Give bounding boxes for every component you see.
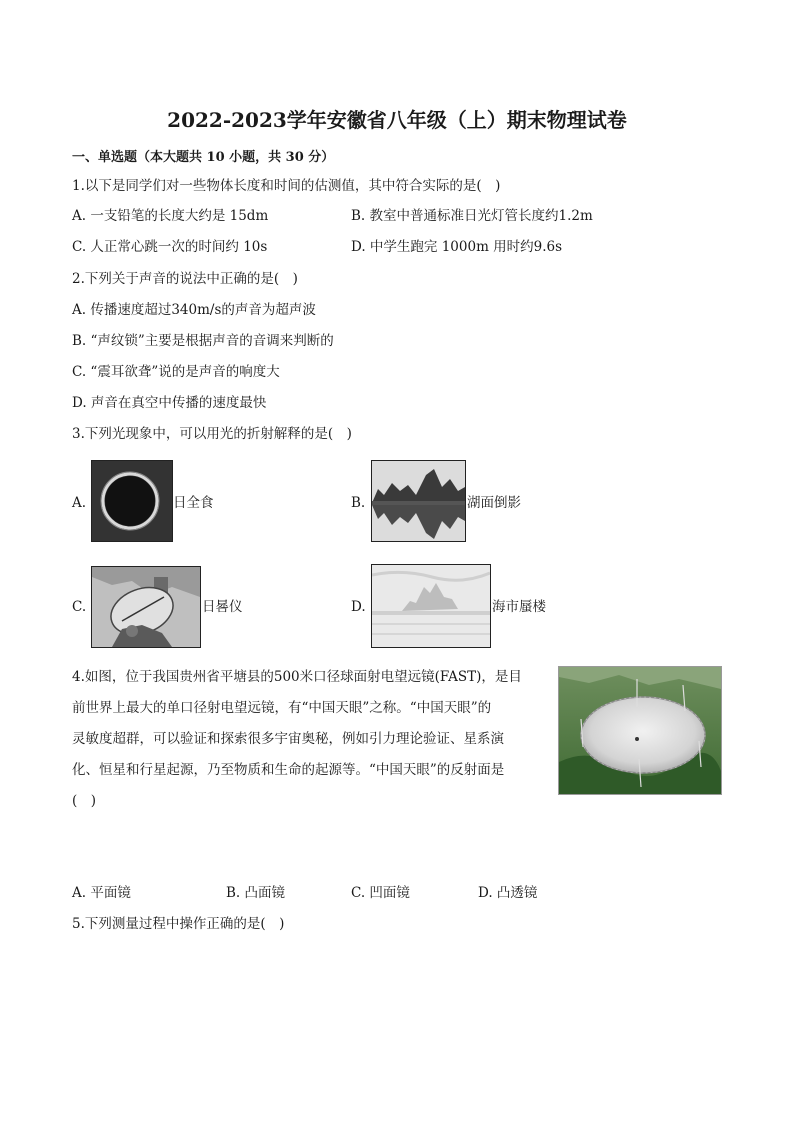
q4-option-c[interactable]: C. 凹面镜	[351, 885, 410, 901]
mirage-image	[371, 564, 491, 648]
q5-stem: 5.下列测量过程中操作正确的是( )	[72, 916, 285, 932]
q4-option-d[interactable]: D. 凸透镜	[478, 885, 538, 901]
q3-stem: 3.下列光现象中，可以用光的折射解释的是( )	[72, 426, 352, 442]
q2-option-a[interactable]: A. 传播速度超过340m/s的声音为超声波	[72, 302, 316, 318]
q4-stem	[72, 662, 542, 817]
q3-option-c-label: 日晷仪	[202, 599, 243, 615]
q4-option-a[interactable]: A. 平面镜	[72, 885, 131, 901]
fast-telescope-image	[558, 666, 722, 795]
sundial-image	[91, 566, 201, 648]
page-title: 2022-2023学年安徽省八年级（上）期末物理试卷	[167, 108, 627, 132]
q4-stem-line: 化、恒星和行星起源，乃至物质和生命的起源等。“中国天眼”的反射面是	[72, 762, 505, 778]
q3-option-d-label: 海市蜃楼	[492, 599, 546, 615]
q2-option-d[interactable]: D. 声音在真空中传播的速度最快	[72, 395, 267, 411]
q2-option-b[interactable]: B. “声纹锁”主要是根据声音的音调来判断的	[72, 333, 334, 349]
q1-option-d[interactable]: D. 中学生跑完 1000m 用时约9.6s	[351, 239, 563, 255]
lake-reflection-image	[371, 460, 466, 542]
q1-option-b[interactable]: B. 教室中普通标准日光灯管长度约1.2m	[351, 208, 593, 224]
q2-option-c[interactable]: C. “震耳欲聋”说的是声音的响度大	[72, 364, 280, 380]
q4-stem-line: 前世界上最大的单口径射电望远镜，有“中国天眼”之称。“中国天眼”的	[72, 700, 492, 716]
q1-stem: 1.以下是同学们对一些物体长度和时间的估测值，其中符合实际的是( )	[72, 178, 501, 194]
section-heading: 一、单选题（本大题共 10 小题，共 30 分）	[72, 150, 335, 165]
q3-option-b-label: 湖面倒影	[467, 495, 521, 511]
q3-option-a-letter[interactable]: A.	[72, 495, 87, 511]
q4-stem-line: ( )	[72, 793, 97, 809]
q3-option-a-label: 日全食	[173, 495, 214, 511]
q1-option-a[interactable]: A. 一支铅笔的长度大约是 15dm	[72, 208, 269, 224]
q2-stem: 2.下列关于声音的说法中正确的是( )	[72, 271, 298, 287]
q3-option-d-letter[interactable]: D.	[351, 599, 366, 615]
q3-option-b-letter[interactable]: B.	[351, 495, 366, 511]
q1-option-c[interactable]: C. 人正常心跳一次的时间约 10s	[72, 239, 268, 255]
q4-stem-line: 灵敏度超群，可以验证和探索很多宇宙奥秘，例如引力理论验证、星系演	[72, 731, 504, 747]
q4-option-b[interactable]: B. 凸面镜	[226, 885, 286, 901]
q4-stem-line: 4.如图，位于我国贵州省平塘县的500米口径球面射电望远镜(FAST)，是目	[72, 669, 522, 685]
solar-eclipse-image	[91, 460, 173, 542]
q3-option-c-letter[interactable]: C.	[72, 599, 87, 615]
